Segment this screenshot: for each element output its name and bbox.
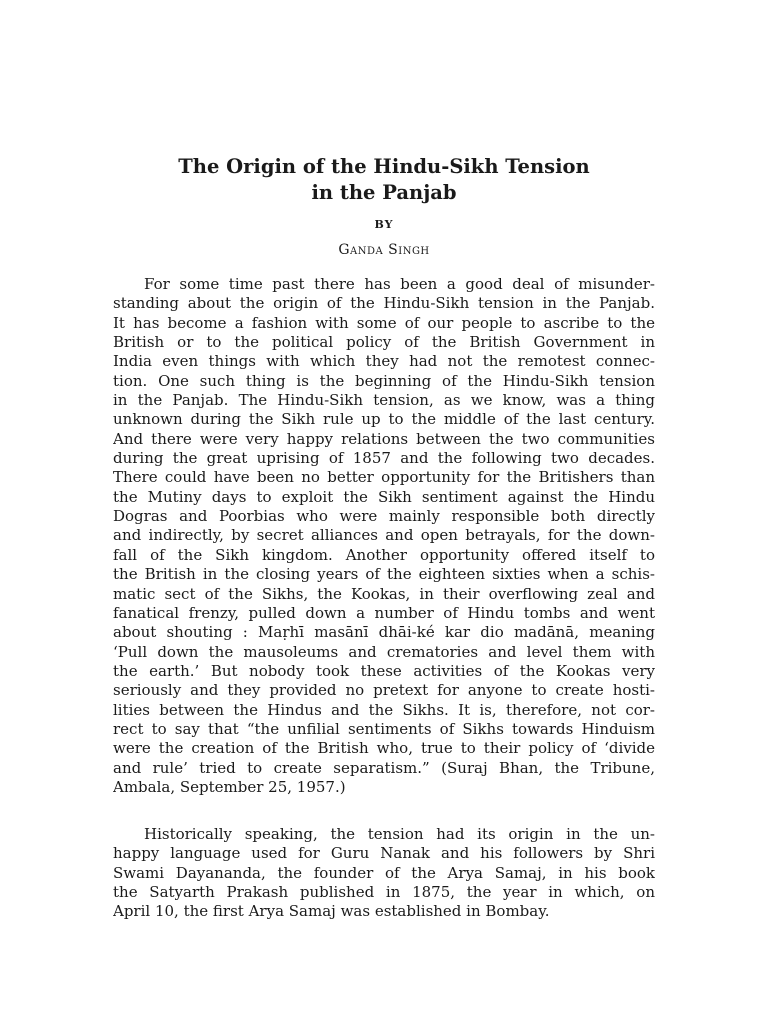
text-line: Swami Dayananda, the founder of the Arya Samaj, in his book [113, 863, 655, 882]
text-line: Dogras and Poorbias who were mainly responsible both directly [113, 507, 655, 526]
text-line: about shouting : Maṛhī masānī dhāi-ké kar dio madānā, meaning [113, 623, 655, 642]
text-line: April 10, the first Arya Samaj was established in Bombay. [113, 902, 550, 921]
paragraph-1 [113, 275, 655, 797]
text-line: the Satyarth Prakash published in 1875, the year in which, on [113, 883, 655, 902]
text-line: It has become a fashion with some of our people to ascribe to the [113, 313, 655, 332]
text-line: And there were very happy relations between the two communities [113, 429, 655, 448]
text-line: happy language used for Guru Nanak and his followers by Shri [113, 844, 655, 863]
text-line: India even things with which they had not the remotest connec- [113, 352, 655, 371]
text-line: the earth.’ But nobody took these activities of the Kookas very [113, 661, 655, 680]
paragraph-2 [113, 825, 655, 922]
text-line: and indirectly, by secret alliances and open betrayals, for the down- [113, 526, 655, 545]
text-line: fall of the Sikh kingdom. Another opportunity offered itself to [113, 545, 655, 564]
text-line: the Mutiny days to exploit the Sikh sentiment against the Hindu [113, 487, 655, 506]
text-line: and rule’ tried to create separatism.” (Suraj Bhan, the Tribune, [113, 758, 655, 777]
text-line: British or to the political policy of the British Government in [113, 333, 655, 352]
article-title [0, 154, 768, 206]
title-line-2: in the Panjab [311, 181, 457, 204]
text-line: Ambala, September 25, 1957.) [113, 777, 346, 796]
byline: BY [374, 218, 394, 231]
text-line: For some time past there has been a good deal of misunder- [144, 275, 655, 293]
text-line: standing about the origin of the Hindu-Sikh tension in the Panjab. [113, 294, 655, 313]
text-line: rect to say that “the unfilial sentiments of Sikhs towards Hinduism [113, 719, 655, 738]
text-line: tion. One such thing is the beginning of the Hindu-Sikh tension [113, 371, 655, 390]
text-line: Historically speaking, the tension had its origin in the un- [144, 825, 655, 843]
text-line: lities between the Hindus and the Sikhs. It is, therefore, not cor- [113, 700, 655, 719]
text-line: the British in the closing years of the eighteen sixties when a schis- [113, 565, 655, 584]
text-line: There could have been no better opportunity for the Britishers than [113, 468, 655, 487]
text-line: unknown during the Sikh rule up to the middle of the last century. [113, 410, 655, 429]
title-line-1: The Origin of the Hindu-Sikh Tension [178, 155, 590, 178]
text-line: ‘Pull down the mausoleums and crematories and level them with [113, 642, 655, 661]
text-line: were the creation of the British who, true to their policy of ‘divide [113, 739, 655, 758]
text-line: during the great uprising of 1857 and the following two decades. [113, 449, 655, 468]
text-line: in the Panjab. The Hindu-Sikh tension, as we know, was a thing [113, 391, 655, 410]
author-name: Ganda Singh [338, 242, 430, 258]
text-line: seriously and they provided no pretext for anyone to create hosti- [113, 681, 655, 700]
text-line: fanatical frenzy, pulled down a number of Hindu tombs and went [113, 603, 655, 622]
text-line: matic sect of the Sikhs, the Kookas, in their overflowing zeal and [113, 584, 655, 603]
